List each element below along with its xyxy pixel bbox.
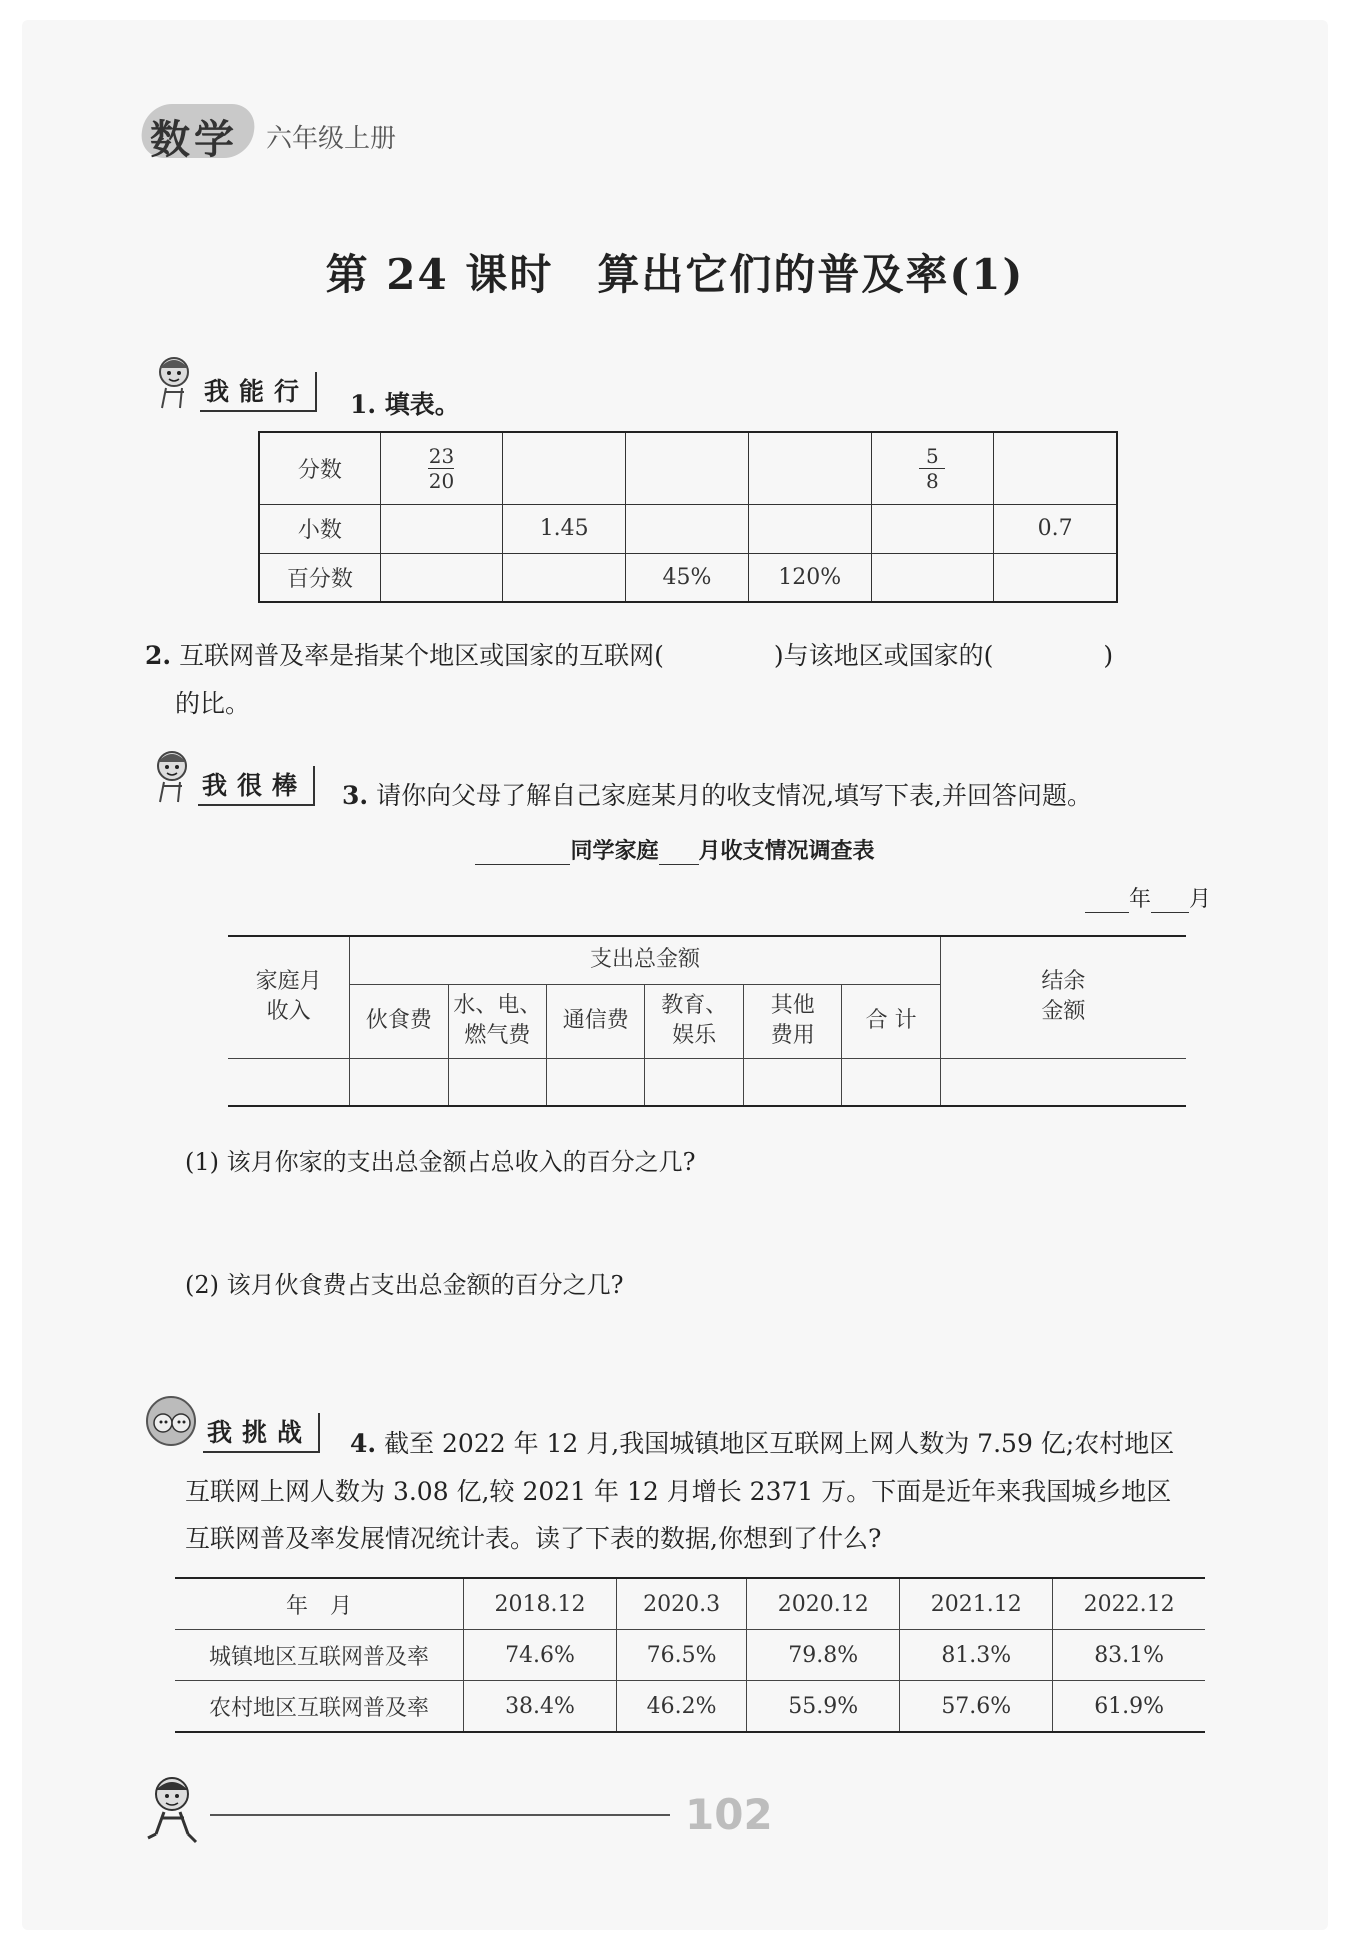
table-cell[interactable] [380, 504, 503, 553]
sub-question-2: (2) 该月伙食费占支出总金额的百分之几? [185, 1271, 624, 1299]
edu-header: 教育、 娱乐 [645, 984, 744, 1058]
page-number: 102 [685, 1790, 773, 1839]
footer-line [210, 1814, 670, 1816]
subject-title: 数学 [150, 117, 238, 163]
income-cell[interactable] [228, 1058, 350, 1106]
table-cell: 45% [626, 553, 749, 602]
table-header: 年 月 [175, 1578, 464, 1630]
question-4-line3: 互联网普及率发展情况统计表。读了下表的数据,你想到了什么? [185, 1524, 882, 1553]
sub-question-1: (1) 该月你家的支出总金额占总收入的百分之几? [185, 1148, 696, 1176]
other-header: 其他 费用 [744, 984, 842, 1058]
table-cell: 55.9% [747, 1681, 900, 1733]
survey-title: 同学家庭 月收支情况调查表 [0, 834, 1350, 865]
utility-cell[interactable] [448, 1058, 547, 1106]
other-cell[interactable] [744, 1058, 842, 1106]
table-cell[interactable] [994, 553, 1117, 602]
table-cell: 61.9% [1053, 1681, 1205, 1733]
running-boy-mascot-icon [142, 1772, 206, 1850]
table-cell[interactable] [380, 432, 503, 504]
name-blank[interactable] [475, 864, 570, 865]
food-cell[interactable] [350, 1058, 448, 1106]
table-cell: 81.3% [900, 1630, 1053, 1681]
row-label: 百分数 [259, 553, 380, 602]
table-cell: 38.4% [464, 1681, 617, 1733]
internet-rate-table [175, 1577, 1205, 1733]
badge-label: 我很棒 [198, 766, 315, 806]
question-4-line2: 互联网上网人数为 3.08 亿,较 2021 年 12 月增长 2371 万。下面是近年来我国城乡地区 [185, 1477, 1172, 1506]
table-cell: 57.6% [900, 1681, 1053, 1733]
badge-wo-neng-xing [150, 352, 317, 412]
row-label: 城镇地区互联网普及率 [175, 1630, 464, 1681]
row-label: 分数 [259, 432, 380, 504]
table-cell[interactable] [871, 504, 994, 553]
table-cell: 1.45 [503, 504, 626, 553]
income-header: 家庭月 收入 [228, 936, 350, 1058]
table-cell[interactable] [503, 432, 626, 504]
period-header: 2020.12 [747, 1578, 900, 1630]
table-cell[interactable] [626, 504, 749, 553]
period-header: 2021.12 [900, 1578, 1053, 1630]
month-blank[interactable] [659, 864, 699, 865]
fraction: $\frac{23}{20}$ [428, 443, 455, 493]
sum-header: 合 计 [842, 984, 940, 1058]
badge-wo-hen-bang [148, 746, 315, 806]
table-cell[interactable] [748, 432, 871, 504]
kids-mascot-icon [145, 1393, 203, 1453]
table-cell: 74.6% [464, 1630, 617, 1681]
girl-mascot-icon [150, 352, 200, 412]
lesson-title: 第 24 课时 算出它们的普及率(1) [325, 250, 1025, 299]
table-cell: 76.5% [617, 1630, 747, 1681]
utility-header: 水、电、 燃气费 [448, 984, 547, 1058]
fill-table [258, 431, 1118, 603]
table-cell: 120% [748, 553, 871, 602]
question-2-cont: 的比。 [175, 689, 251, 718]
girl-mascot-icon [148, 746, 198, 806]
comm-header: 通信费 [547, 984, 645, 1058]
table-cell[interactable] [503, 553, 626, 602]
row-label: 小数 [259, 504, 380, 553]
period-header: 2022.12 [1053, 1578, 1205, 1630]
fraction: $\frac{5}{8}$ [919, 444, 945, 493]
table-cell[interactable] [871, 553, 994, 602]
question-3: 3. 请你向父母了解自己家庭某月的收支情况,填写下表,并回答问题。 [342, 781, 1092, 810]
survey-table [228, 935, 1186, 1107]
badge-label: 我能行 [200, 372, 317, 412]
question-2: 2. 互联网普及率是指某个地区或国家的互联网( )与该地区或国家的( ) [145, 641, 1114, 670]
table-cell: 79.8% [747, 1630, 900, 1681]
edu-cell[interactable] [645, 1058, 744, 1106]
food-header: 伙食费 [350, 984, 448, 1058]
period-header: 2020.3 [617, 1578, 747, 1630]
expense-total-header: 支出总金额 [350, 936, 941, 984]
table-cell[interactable] [871, 432, 994, 504]
table-cell: 0.7 [994, 504, 1117, 553]
balance-header: 结余 金额 [940, 936, 1186, 1058]
question-1: 1. 填表。 [350, 390, 460, 419]
balance-cell[interactable] [940, 1058, 1186, 1106]
month-blank[interactable] [1151, 912, 1189, 913]
question-4-line1: 4. 截至 2022 年 12 月,我国城镇地区互联网上网人数为 7.59 亿;农村地区 [350, 1429, 1175, 1458]
table-cell: 83.1% [1053, 1630, 1205, 1681]
table-cell: 46.2% [617, 1681, 747, 1733]
survey-date: 年 月 [1085, 882, 1211, 913]
row-label: 农村地区互联网普及率 [175, 1681, 464, 1733]
table-cell[interactable] [380, 553, 503, 602]
grade-label: 六年级上册 [266, 124, 397, 154]
comm-cell[interactable] [547, 1058, 645, 1106]
sum-cell[interactable] [842, 1058, 940, 1106]
table-cell[interactable] [994, 432, 1117, 504]
table-cell[interactable] [748, 504, 871, 553]
table-cell[interactable] [626, 432, 749, 504]
year-blank[interactable] [1085, 912, 1129, 913]
badge-label: 我挑战 [203, 1413, 320, 1453]
period-header: 2018.12 [464, 1578, 617, 1630]
badge-wo-tiao-zhan [145, 1393, 320, 1453]
